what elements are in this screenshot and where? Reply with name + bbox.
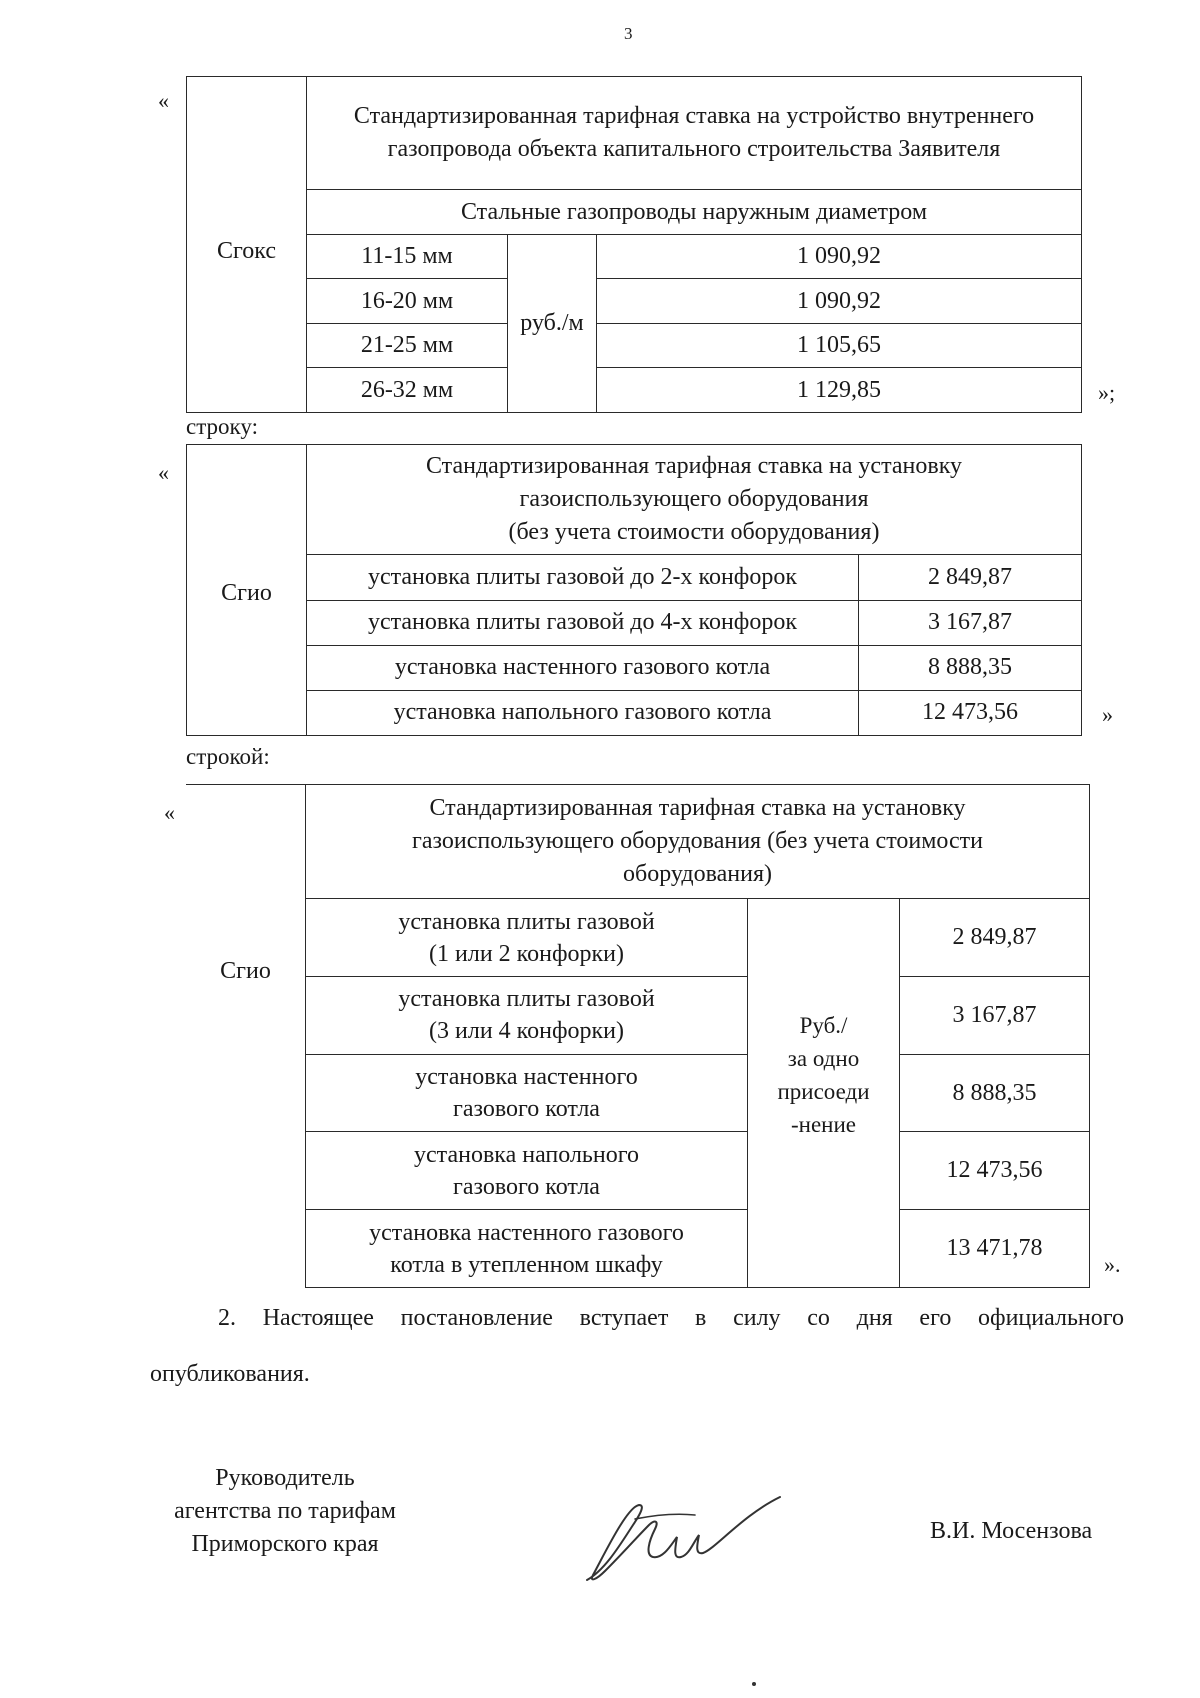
table3-title-line: Стандартизированная тарифная ставка на установку xyxy=(429,795,966,822)
table3-unit-line: присоеди xyxy=(777,1079,870,1105)
table3-unit-line: -нение xyxy=(790,1112,856,1138)
table3-code: Сгио xyxy=(186,785,306,1288)
table3-row-label xyxy=(306,1210,748,1288)
table3-row-label xyxy=(306,976,748,1054)
table3-row-label xyxy=(306,1132,748,1210)
table2-row-value: 2 849,87 xyxy=(859,555,1082,600)
close-quote-3: ». xyxy=(1104,1252,1121,1277)
table3-unit xyxy=(748,899,900,1288)
table3-row-value: 12 473,56 xyxy=(900,1132,1090,1210)
effective-date-paragraph xyxy=(150,1290,1124,1402)
table3-row-label-line: установка плиты газовой xyxy=(398,908,655,935)
open-quote-3: « xyxy=(164,800,175,825)
table3-unit-line: Руб./ xyxy=(799,1013,848,1039)
table1-subtitle: Стальные газопроводы наружным диаметром xyxy=(307,190,1082,235)
tariff-table-sgio-new xyxy=(186,784,1090,1288)
table3-row-label-line: (1 или 2 конфорки) xyxy=(429,940,624,967)
tariff-table-sgoks xyxy=(186,76,1082,413)
signatory-position-line: Руководитель xyxy=(215,1465,355,1491)
table3-title xyxy=(306,785,1090,899)
table1-row-label: 16-20 мм xyxy=(307,279,508,324)
table3-title-line: газоиспользующего оборудования (без учета стоимости xyxy=(412,828,983,855)
table1-row-value: 1 090,92 xyxy=(597,234,1082,279)
table3-row-label xyxy=(306,1054,748,1132)
table2-title-line: газоиспользующего оборудования xyxy=(519,486,869,513)
signatory-position-line: Приморского края xyxy=(191,1531,379,1557)
close-quote-1: »; xyxy=(1098,380,1116,405)
signatory-position xyxy=(150,1462,420,1561)
paragraph-line-1: 2. Настоящее постановление вступает в силу со дня его официального xyxy=(218,1305,1124,1331)
table1-row-value: 1 105,65 xyxy=(597,323,1082,368)
table3-row-value: 3 167,87 xyxy=(900,976,1090,1054)
table2-row-label: установка плиты газовой до 4-х конфорок xyxy=(307,600,859,645)
table3-row-label xyxy=(306,899,748,977)
table2-row-value: 12 473,56 xyxy=(859,690,1082,735)
table2-row-value: 3 167,87 xyxy=(859,600,1082,645)
table2-row-label: установка настенного газового котла xyxy=(307,645,859,690)
table2-row-value: 8 888,35 xyxy=(859,645,1082,690)
close-quote-2: » xyxy=(1102,702,1113,727)
table1-unit: руб./м xyxy=(508,234,597,412)
tariff-table-sgio-old xyxy=(186,444,1082,736)
table3-unit-line: за одно xyxy=(787,1046,860,1072)
table3-row-label-line: установка настенного газового xyxy=(369,1219,684,1246)
table2-code: Сгио xyxy=(187,445,307,736)
paragraph-line-2: опубликования. xyxy=(150,1361,310,1387)
label-strokoi: строкой: xyxy=(186,744,270,769)
table3-row-value: 2 849,87 xyxy=(900,899,1090,977)
label-stroku: строку: xyxy=(186,414,258,439)
table3-title-line: оборудования) xyxy=(623,861,772,888)
table3-row-value: 13 471,78 xyxy=(900,1210,1090,1288)
table3-row-value: 8 888,35 xyxy=(900,1054,1090,1132)
table3-row-label-line: газового котла xyxy=(453,1096,600,1123)
table1-row-value: 1 090,92 xyxy=(597,279,1082,324)
table3-row-label-line: котла в утепленном шкафу xyxy=(390,1251,663,1278)
table1-code: Сгокс xyxy=(187,77,307,413)
table1-row-label: 26-32 мм xyxy=(307,368,508,413)
table3-row-label-line: установка напольного xyxy=(414,1141,639,1168)
table2-row-label: установка плиты газовой до 2-х конфорок xyxy=(307,555,859,600)
open-quote-1: « xyxy=(158,88,169,113)
stray-dot xyxy=(752,1682,756,1686)
table1-title: Стандартизированная тарифная ставка на устройство внутреннего газопровода объекта капитального строительства Заявителя xyxy=(307,77,1082,190)
table1-row-label: 21-25 мм xyxy=(307,323,508,368)
table1-row-value: 1 129,85 xyxy=(597,368,1082,413)
open-quote-2: « xyxy=(158,460,169,485)
table2-row-label: установка напольного газового котла xyxy=(307,690,859,735)
page-number: 3 xyxy=(624,24,633,43)
signatory-name: В.И. Мосензова xyxy=(930,1518,1093,1544)
signatory-position-line: агентства по тарифам xyxy=(174,1498,396,1524)
handwritten-signature xyxy=(575,1475,795,1595)
table2-title-line: (без учета стоимости оборудования) xyxy=(508,519,880,546)
table3-row-label-line: установка плиты газовой xyxy=(398,986,655,1013)
table3-row-label-line: (3 или 4 конфорки) xyxy=(429,1018,624,1045)
table2-title xyxy=(307,445,1082,555)
table3-row-label-line: установка настенного xyxy=(415,1064,638,1091)
table3-row-label-line: газового котла xyxy=(453,1173,600,1200)
table2-title-line: Стандартизированная тарифная ставка на установку xyxy=(425,453,963,480)
table1-row-label: 11-15 мм xyxy=(307,234,508,279)
